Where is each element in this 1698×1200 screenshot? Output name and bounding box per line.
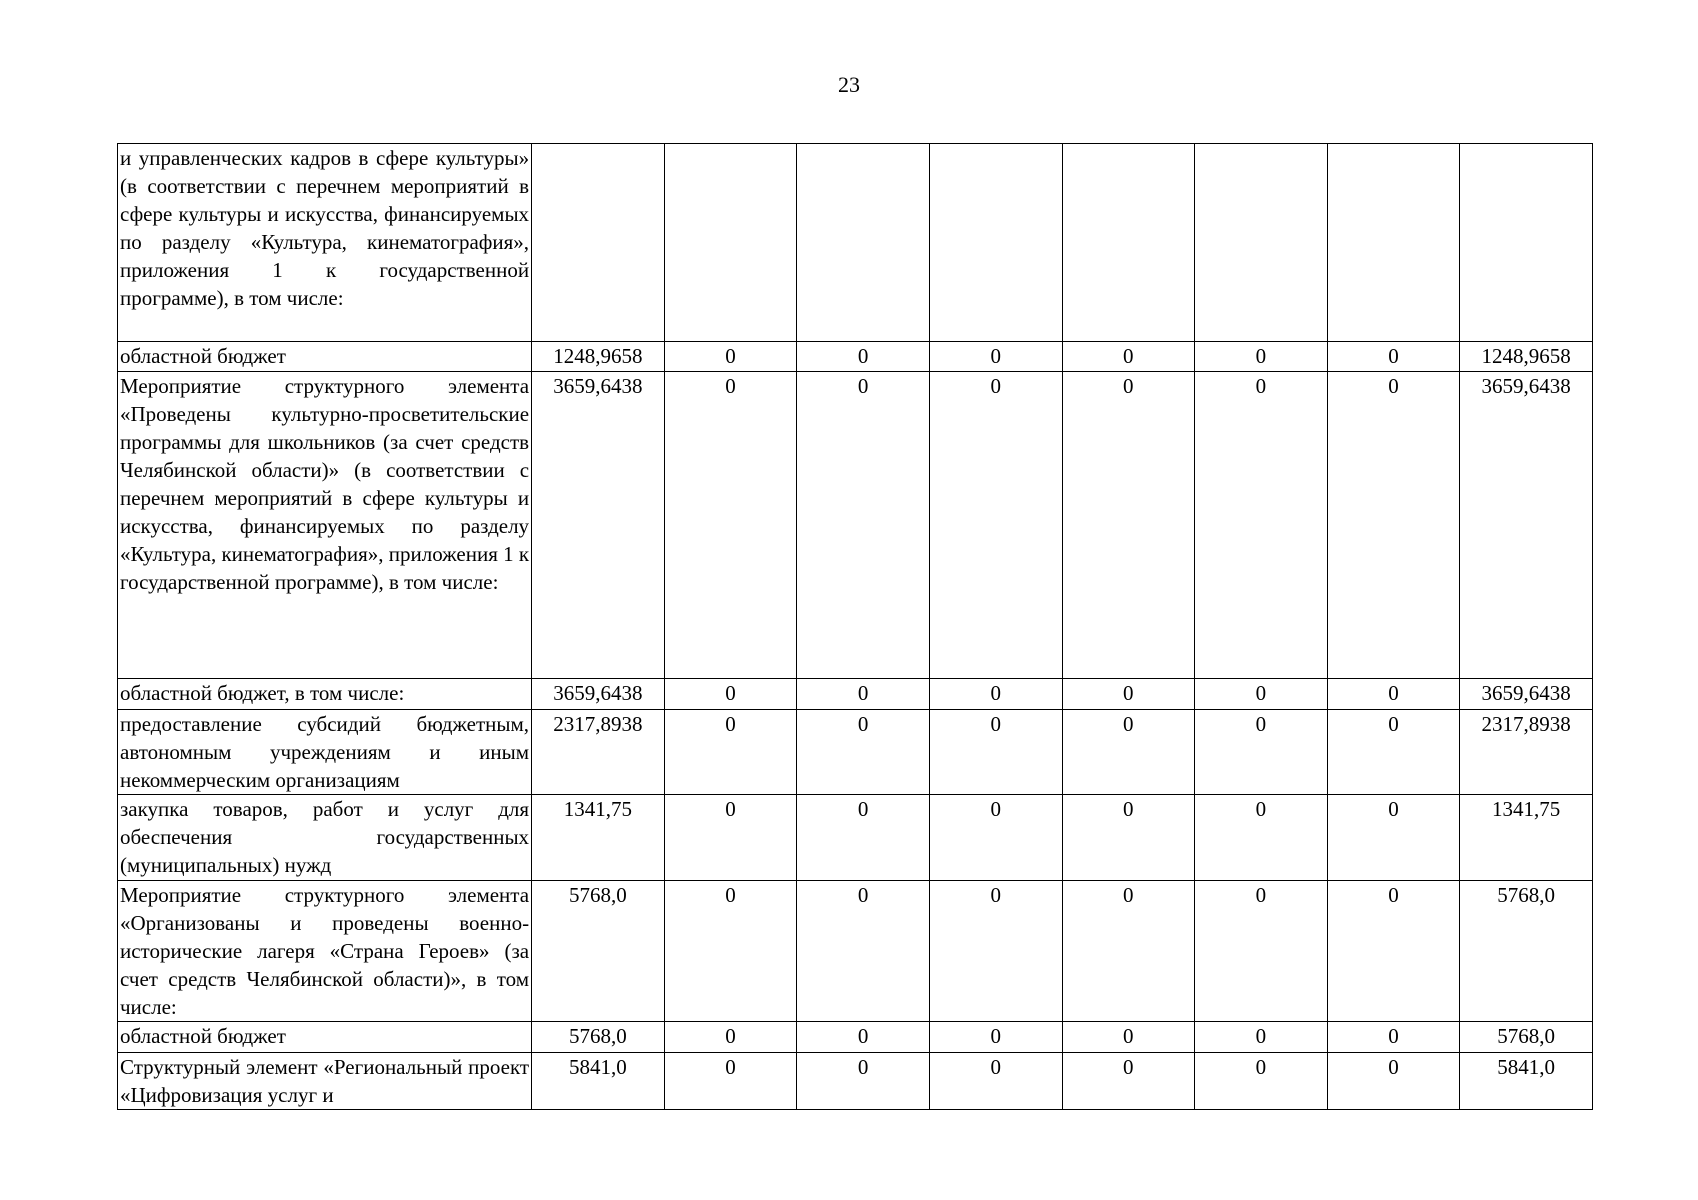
value-cell: 0: [797, 710, 930, 795]
value-cell: 1248,9658: [1460, 342, 1593, 372]
value-cell: 0: [1062, 1053, 1195, 1110]
value-cell: [1327, 144, 1460, 342]
row-description: областной бюджет: [118, 1022, 532, 1053]
value-cell: [664, 144, 797, 342]
value-cell: 0: [1195, 372, 1328, 679]
value-cell: 0: [1062, 372, 1195, 679]
value-cell: 0: [1327, 342, 1460, 372]
row-description: предоставление субсидий бюджетным, автономным учреждениям и иным некоммерческим организациям: [118, 710, 532, 795]
value-cell: 3659,6438: [1460, 679, 1593, 710]
value-cell: 0: [1327, 881, 1460, 1022]
value-cell: 0: [1062, 679, 1195, 710]
table-row: [118, 795, 1593, 881]
budget-table: [117, 143, 1593, 1110]
value-cell: 0: [664, 679, 797, 710]
value-cell: 0: [797, 372, 930, 679]
value-cell: 0: [1062, 342, 1195, 372]
value-cell: [797, 144, 930, 342]
value-cell: 0: [1062, 881, 1195, 1022]
table-row: [118, 372, 1593, 679]
value-cell: 0: [664, 1053, 797, 1110]
table-row: [118, 1053, 1593, 1110]
value-cell: 0: [1195, 1053, 1328, 1110]
value-cell: 0: [797, 881, 930, 1022]
value-cell: 0: [664, 372, 797, 679]
value-cell: 0: [929, 795, 1062, 881]
value-cell: 0: [664, 342, 797, 372]
value-cell: 0: [929, 679, 1062, 710]
row-description: Мероприятие структурного элемента «Проведены культурно-просветительские программы для школьников (за счет средств Челябинской области)» (в соответствии с перечнем мероприятий в сфере культуры и искусства, финансируемых по разделу «Культура, кинематография», приложения 1 к государственной программе), в том числе:: [118, 372, 532, 679]
value-cell: 1248,9658: [532, 342, 665, 372]
value-cell: 0: [664, 710, 797, 795]
value-cell: [1460, 144, 1593, 342]
row-description: Структурный элемент «Региональный проект «Цифровизация услуг и: [118, 1053, 532, 1110]
row-description: областной бюджет: [118, 342, 532, 372]
value-cell: 5841,0: [532, 1053, 665, 1110]
value-cell: 0: [797, 1053, 930, 1110]
row-description: Мероприятие структурного элемента «Организованы и проведены военно-исторические лагеря «Страна Героев» (за счет средств Челябинской области)», в том числе:: [118, 881, 532, 1022]
row-description: областной бюджет, в том числе:: [118, 679, 532, 710]
value-cell: 0: [929, 1022, 1062, 1053]
value-cell: 0: [1327, 679, 1460, 710]
value-cell: 0: [1327, 710, 1460, 795]
value-cell: 5841,0: [1460, 1053, 1593, 1110]
value-cell: 0: [797, 342, 930, 372]
value-cell: 0: [1195, 342, 1328, 372]
row-description: и управленческих кадров в сфере культуры» (в соответствии с перечнем мероприятий в сфере культуры и искусства, финансируемых по разделу «Культура, кинематография», приложения 1 к государственной программе), в том числе:: [118, 144, 532, 342]
value-cell: [929, 144, 1062, 342]
value-cell: 1341,75: [1460, 795, 1593, 881]
value-cell: 0: [1195, 795, 1328, 881]
table-row: [118, 710, 1593, 795]
value-cell: 0: [929, 342, 1062, 372]
value-cell: 3659,6438: [1460, 372, 1593, 679]
page-number: 23: [838, 72, 860, 97]
value-cell: 2317,8938: [532, 710, 665, 795]
value-cell: 0: [1327, 795, 1460, 881]
value-cell: 0: [1195, 679, 1328, 710]
value-cell: 0: [1327, 372, 1460, 679]
value-cell: 1341,75: [532, 795, 665, 881]
value-cell: 0: [929, 881, 1062, 1022]
value-cell: 0: [797, 679, 930, 710]
value-cell: [1195, 144, 1328, 342]
value-cell: 0: [929, 372, 1062, 679]
value-cell: 0: [1327, 1022, 1460, 1053]
table-row: [118, 342, 1593, 372]
value-cell: 0: [664, 1022, 797, 1053]
value-cell: 0: [664, 795, 797, 881]
value-cell: 0: [929, 710, 1062, 795]
value-cell: 0: [1195, 881, 1328, 1022]
table-row: [118, 144, 1593, 342]
value-cell: 2317,8938: [1460, 710, 1593, 795]
value-cell: 0: [1195, 1022, 1328, 1053]
value-cell: 3659,6438: [532, 372, 665, 679]
table-row: [118, 1022, 1593, 1053]
value-cell: [532, 144, 665, 342]
value-cell: 0: [664, 881, 797, 1022]
value-cell: 5768,0: [532, 1022, 665, 1053]
value-cell: [1062, 144, 1195, 342]
value-cell: 5768,0: [1460, 881, 1593, 1022]
value-cell: 0: [1327, 1053, 1460, 1110]
table-row: [118, 679, 1593, 710]
value-cell: 0: [1062, 795, 1195, 881]
value-cell: 0: [797, 1022, 930, 1053]
value-cell: 5768,0: [532, 881, 665, 1022]
value-cell: 0: [797, 795, 930, 881]
table-row: [118, 881, 1593, 1022]
value-cell: 0: [1062, 1022, 1195, 1053]
value-cell: 0: [1062, 710, 1195, 795]
value-cell: 0: [1195, 710, 1328, 795]
value-cell: 5768,0: [1460, 1022, 1593, 1053]
row-description: закупка товаров, работ и услуг для обеспечения государственных (муниципальных) нужд: [118, 795, 532, 881]
value-cell: 3659,6438: [532, 679, 665, 710]
value-cell: 0: [929, 1053, 1062, 1110]
